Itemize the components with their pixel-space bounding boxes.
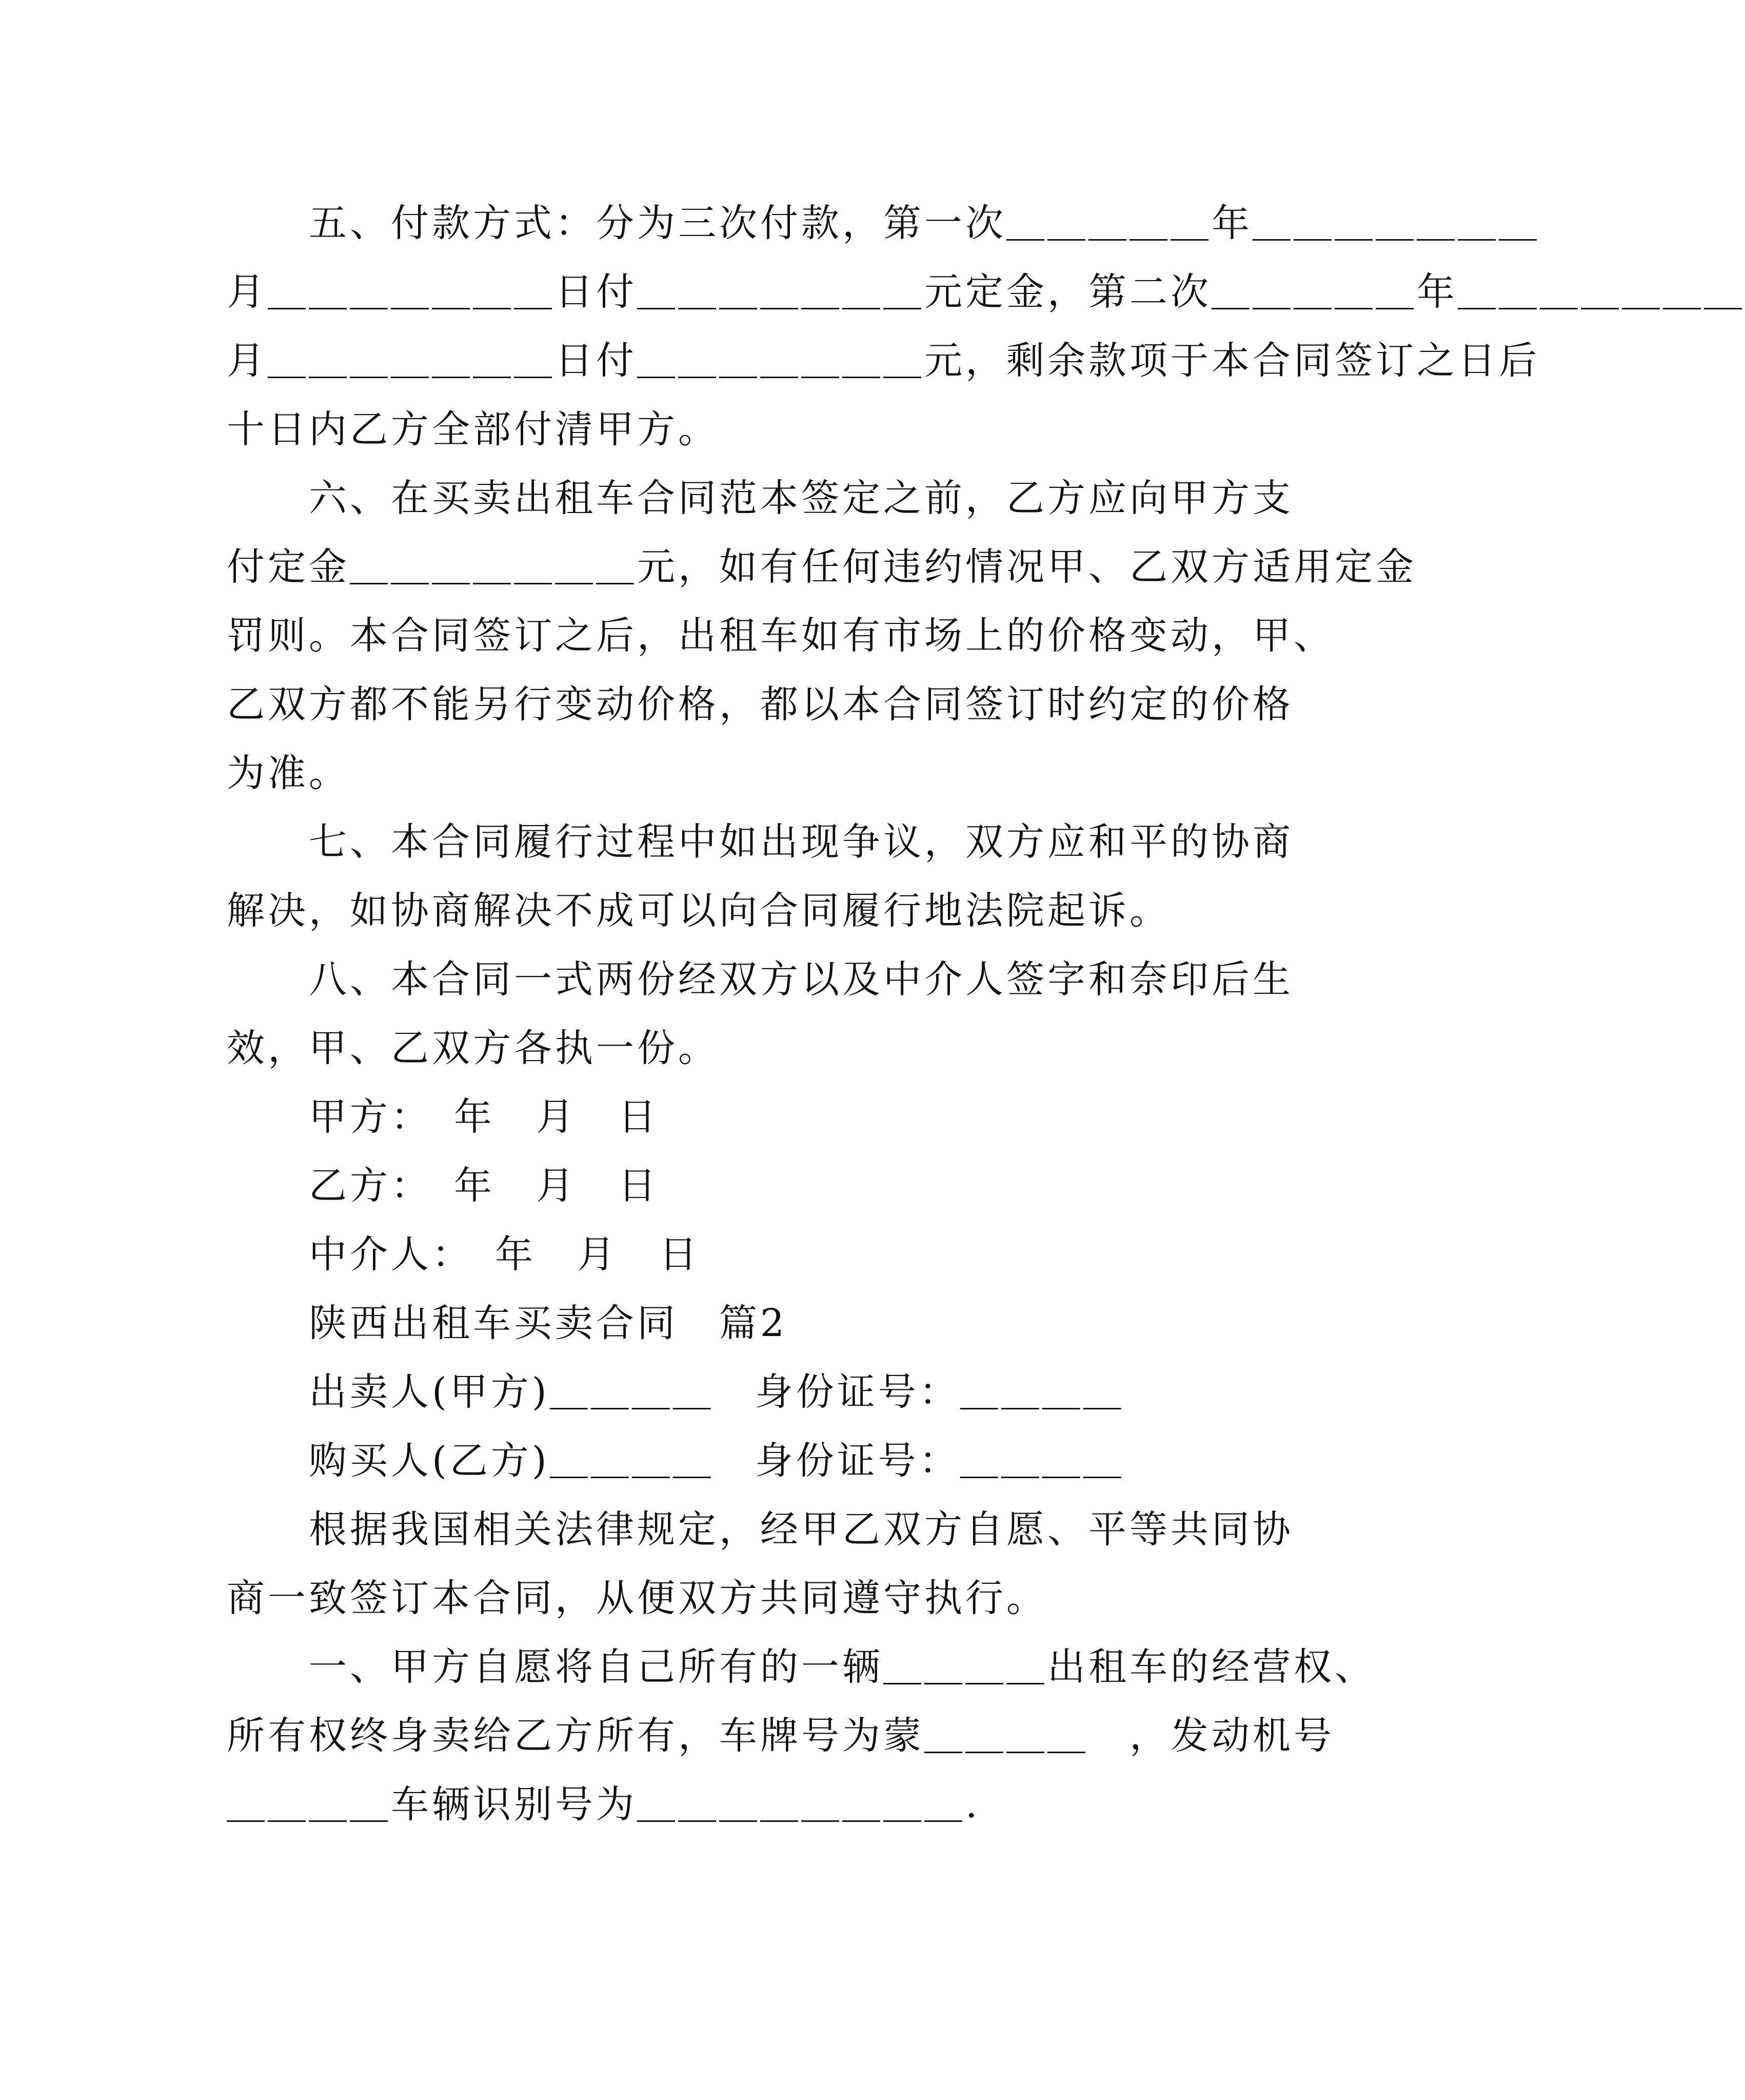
text-line-8: 乙双方都不能另行变动价格，都以本合同签订时约定的价格 (227, 682, 1294, 727)
text-line-4: 十日内乙方全部付清甲方。 (227, 407, 719, 452)
section-title-part2: 陕西出租车买卖合同 篇2 (227, 1301, 788, 1345)
text-line-20: 根据我国相关法律规定，经甲乙双方自愿、平等共同协 (227, 1507, 1294, 1552)
text-line-23: 所有权终身卖给乙方所有，车牌号为蒙＿＿＿＿ ，发动机号 (227, 1714, 1335, 1758)
text-line-5: 六、在买卖出租车合同范本签定之前，乙方应向甲方支 (227, 476, 1294, 520)
text-line-2: 月＿＿＿＿＿＿＿日付＿＿＿＿＿＿＿元定金，第二次＿＿＿＿＿年＿＿＿＿＿＿＿ (227, 270, 1745, 314)
text-line-22: 一、甲方自愿将自己所有的一辆＿＿＿＿出租车的经营权、 (227, 1645, 1376, 1689)
text-line-10: 七、本合同履行过程中如出现争议，双方应和平的协商 (227, 820, 1294, 864)
text-line-21: 商一致签订本合同，从便双方共同遵守执行。 (227, 1576, 1047, 1620)
text-line-24: ＿＿＿＿车辆识别号为＿＿＿＿＿＿＿＿. (227, 1782, 981, 1827)
text-line-13: 效，甲、乙双方各执一份。 (227, 1026, 719, 1070)
text-line-6: 付定金＿＿＿＿＿＿＿元，如有任何违约情况甲、乙双方适用定金 (227, 545, 1417, 589)
buyer-line: 购买人(乙方)＿＿＿＿ 身份证号：＿＿＿＿ (227, 1439, 1124, 1483)
text-line-11: 解决，如协商解决不成可以向合同履行地法院起诉。 (227, 889, 1171, 933)
text-line-7: 罚则。本合同签订之后，出租车如有市场上的价格变动，甲、 (227, 614, 1335, 658)
signature-party-a: 甲方： 年 月 日 (227, 1095, 659, 1139)
text-line-12: 八、本合同一式两份经双方以及中介人签字和奈印后生 (227, 957, 1294, 1002)
seller-line: 出卖人(甲方)＿＿＿＿ 身份证号：＿＿＿＿ (227, 1370, 1124, 1414)
text-line-3: 月＿＿＿＿＿＿＿日付＿＿＿＿＿＿＿元，剩余款项于本合同签订之日后 (227, 339, 1540, 383)
text-line-1: 五、付款方式：分为三次付款，第一次＿＿＿＿＿年＿＿＿＿＿＿＿ (227, 201, 1540, 245)
signature-intermediary: 中介人： 年 月 日 (227, 1232, 700, 1277)
text-line-9: 为准。 (227, 751, 350, 795)
signature-party-b: 乙方： 年 月 日 (227, 1164, 659, 1208)
